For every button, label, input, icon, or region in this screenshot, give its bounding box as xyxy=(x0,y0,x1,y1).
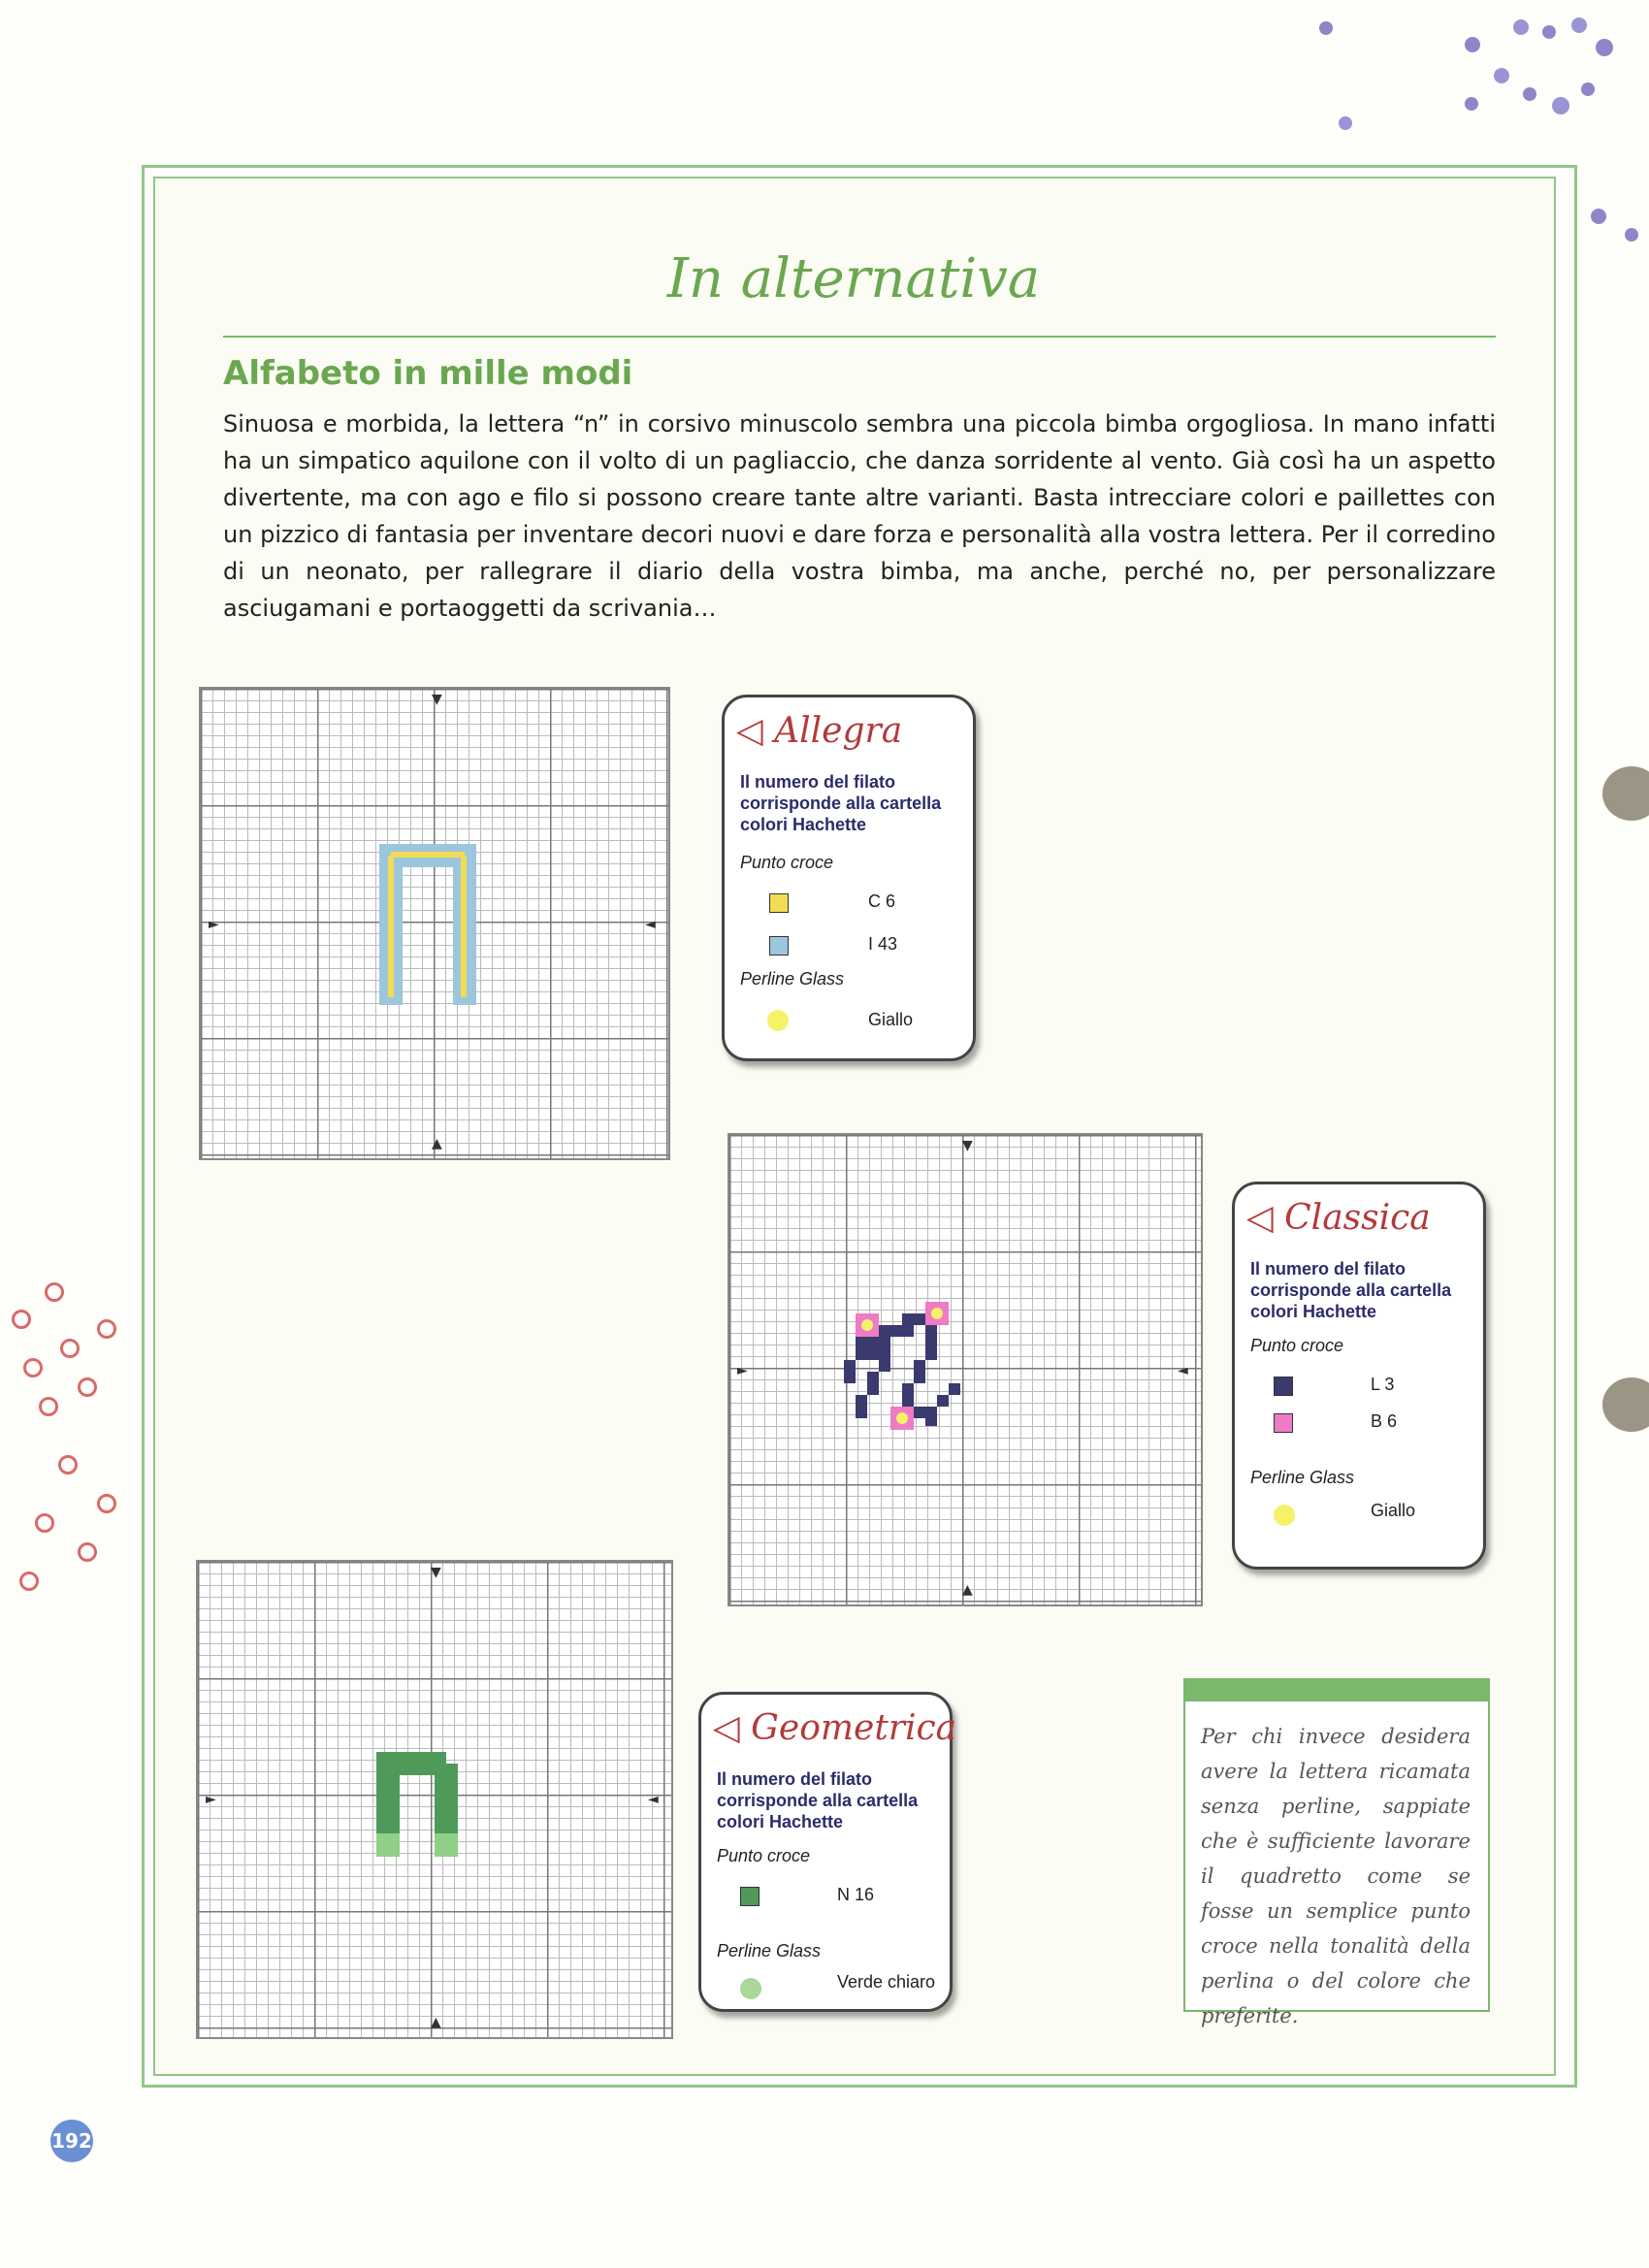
center-arrow-right: ◄ xyxy=(1178,1363,1188,1378)
center-arrow-right: ◄ xyxy=(645,917,656,932)
note-text: Per chi invece desidera avere la lettera ricamata senza perline, sappiate che è sufficiente lavorare il quadretto come se fosse un semplice punto croce nella tonalità della perlina o del colore che preferite. xyxy=(1201,1725,1471,2027)
center-arrow-right: ◄ xyxy=(648,1792,659,1807)
bead-name: Giallo xyxy=(1371,1501,1416,1520)
note-header-bar xyxy=(1183,1678,1490,1700)
plus-icon xyxy=(740,1887,760,1906)
bead-swatch xyxy=(740,1978,761,1999)
bead-label: Perline Glass xyxy=(740,969,845,988)
stitch-code: C 6 xyxy=(868,891,896,911)
bead-name: Verde chiaro xyxy=(837,1972,936,1992)
stitch-code: I 43 xyxy=(868,934,898,954)
pattern-grid-allegra xyxy=(199,687,670,1160)
page-title: In alternativa xyxy=(666,247,1041,310)
bead-name: Giallo xyxy=(868,1010,914,1029)
stitch-label: Punto croce xyxy=(740,853,834,872)
center-arrow-top: ▼ xyxy=(432,692,442,707)
key-title: ◁ Geometrica xyxy=(713,1708,957,1748)
page-number: 192 xyxy=(50,2120,93,2162)
pattern-grid-classica xyxy=(728,1133,1203,1606)
stitch-label: Punto croce xyxy=(717,1846,811,1865)
key-card-classica xyxy=(1232,1182,1486,1570)
intro-paragraph: Sinuosa e morbida, la lettera “n” in corsivo minuscolo sembra una piccola bimba orgogliosa. In mano infatti ha un simpatico aquilone con il volto di un pagliaccio, che danza sorridente al vento. Già così ha un aspetto divertente, ma con ago e filo si possono creare tante altre varianti. Basta intrecciare colori e paillettes con un pizzico di fantasia per inventare decori nuovi e dare forza e personalità alla vostra lettera. Per il corredino di un neonato, per rallegrare il diario della vostra bimba, ma anche, perché no, per personalizzare asciugamani e portaoggetti da scrivania… xyxy=(223,410,1496,622)
bead-label: Perline Glass xyxy=(717,1941,822,1960)
key-card-allegra xyxy=(722,695,976,1061)
binder-hole-bottom xyxy=(1602,1377,1649,1432)
center-arrow-left: ► xyxy=(209,917,219,932)
stitch-code: B 6 xyxy=(1371,1411,1398,1431)
bead-label: Perline Glass xyxy=(1250,1468,1355,1487)
bead-swatch xyxy=(767,1010,789,1031)
center-arrow-left: ► xyxy=(206,1792,216,1807)
center-arrow-top: ▼ xyxy=(962,1138,973,1153)
heart-icon xyxy=(1274,1377,1293,1396)
key-description: Il numero del filato corrisponde alla cartella colori Hachette xyxy=(717,1769,919,1831)
stitch-code: L 3 xyxy=(1371,1375,1395,1394)
bead-swatch xyxy=(1274,1505,1295,1526)
stitch-label: Punto croce xyxy=(1250,1336,1344,1355)
square-dots-icon xyxy=(1274,1413,1293,1433)
key-description: Il numero del filato corrisponde alla cartella colori Hachette xyxy=(1250,1259,1452,1321)
center-arrow-top: ▼ xyxy=(431,1565,441,1580)
section-heading: Alfabeto in mille modi xyxy=(223,354,633,393)
binder-hole-top xyxy=(1602,766,1649,821)
key-card-geometrica xyxy=(698,1692,957,2012)
stitch-code: N 16 xyxy=(837,1885,875,1904)
diagonal-icon xyxy=(769,936,789,956)
key-description: Il numero del filato corrisponde alla cartella colori Hachette xyxy=(740,772,942,834)
key-title: ◁ Classica xyxy=(1246,1198,1431,1238)
center-arrow-bottom: ▲ xyxy=(962,1582,973,1598)
key-title: ◁ Allegra xyxy=(736,711,903,751)
center-arrow-bottom: ▲ xyxy=(431,2015,441,2030)
title-divider xyxy=(223,336,1496,338)
pattern-grid-geometrica xyxy=(196,1560,673,2039)
center-arrow-left: ► xyxy=(737,1363,748,1378)
center-arrow-bottom: ▲ xyxy=(432,1136,442,1151)
heart-icon xyxy=(769,893,789,913)
